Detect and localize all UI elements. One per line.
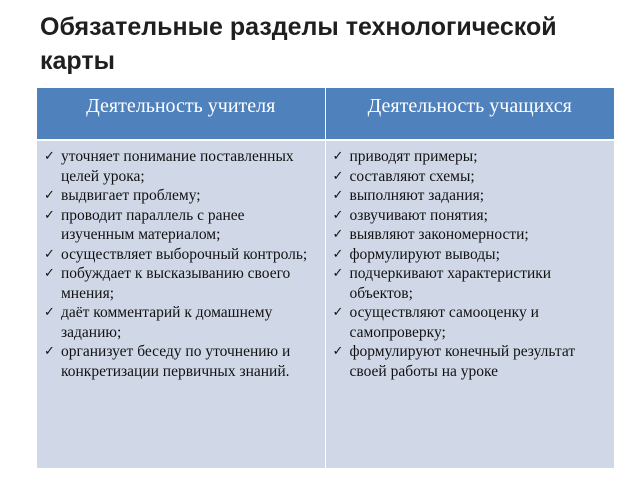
- list-item-text: осуществляют самооценку и самопроверку;: [349, 304, 539, 341]
- student-activity-cell: [325, 140, 614, 468]
- list-item-text: формулируют выводы;: [349, 245, 500, 263]
- check-mark-icon: ✓: [332, 188, 344, 203]
- list-item: [332, 245, 607, 265]
- sections-table: [37, 88, 614, 468]
- check-mark-icon: ✓: [44, 305, 55, 320]
- check-mark-icon: ✓: [332, 246, 344, 262]
- list-item-text: приводят примеры;: [349, 148, 478, 165]
- check-mark-icon: ✓: [332, 207, 344, 223]
- list-item-text: выявляют закономерности;: [349, 226, 529, 243]
- list-item: [43, 186, 317, 206]
- check-mark-icon: ✓: [332, 168, 344, 184]
- list-item: [332, 342, 607, 381]
- check-mark-icon: ✓: [44, 344, 55, 359]
- list-item: [332, 225, 607, 245]
- list-item-text: даёт комментарий к домашнему заданию;: [61, 304, 273, 341]
- check-mark-icon: ✓: [44, 149, 55, 164]
- teacher-activity-header: Деятельность учителя: [37, 88, 325, 140]
- table-body-row: [37, 140, 614, 468]
- list-item: [43, 206, 317, 245]
- list-item: [332, 264, 607, 303]
- list-item-text: выполняют задания;: [349, 187, 485, 204]
- list-item-text: осуществляет выборочный контроль;: [61, 245, 308, 263]
- check-mark-icon: ✓: [44, 207, 55, 223]
- list-item: [43, 264, 317, 303]
- check-mark-icon: ✓: [44, 246, 55, 262]
- check-mark-icon: ✓: [332, 344, 344, 359]
- check-mark-icon: ✓: [332, 305, 344, 320]
- list-item-text: организует беседу по уточнению и конкретизации первичных знаний.: [61, 343, 291, 380]
- page-title: Обязательные разделы технологической карты: [40, 13, 557, 75]
- check-mark-icon: ✓: [332, 149, 344, 164]
- list-item-text: побуждает к высказыванию своего мнения;: [61, 265, 291, 302]
- list-item: [43, 147, 317, 186]
- list-item: [332, 186, 607, 206]
- check-mark-icon: ✓: [332, 227, 344, 242]
- list-item-text: озвучивают понятия;: [349, 206, 488, 224]
- list-item: [332, 147, 607, 167]
- check-mark-icon: ✓: [44, 188, 55, 203]
- list-item-text: составляют схемы;: [349, 167, 475, 185]
- list-item: [332, 303, 607, 342]
- list-item-text: уточняет понимание поставленных целей урока;: [61, 148, 294, 185]
- student-activity-header: Деятельность учащихся: [325, 88, 614, 140]
- check-mark-icon: ✓: [332, 266, 344, 281]
- list-item: [43, 303, 317, 342]
- list-item-text: проводит параллель с ранее изученным материалом;: [61, 206, 245, 243]
- teacher-activity-cell: [37, 140, 325, 468]
- teacher-activity-list: [43, 147, 317, 381]
- student-activity-list: [332, 147, 607, 381]
- list-item: [332, 167, 607, 187]
- list-item: [332, 206, 607, 226]
- list-item-text: подчеркивают характеристики объектов;: [349, 265, 552, 302]
- table-header-row: [37, 88, 614, 140]
- check-mark-icon: ✓: [44, 266, 55, 281]
- list-item: [43, 342, 317, 381]
- list-item-text: выдвигает проблему;: [61, 187, 201, 204]
- list-item-text: формулируют конечный результат своей работы на уроке: [349, 343, 576, 380]
- list-item: [43, 245, 317, 265]
